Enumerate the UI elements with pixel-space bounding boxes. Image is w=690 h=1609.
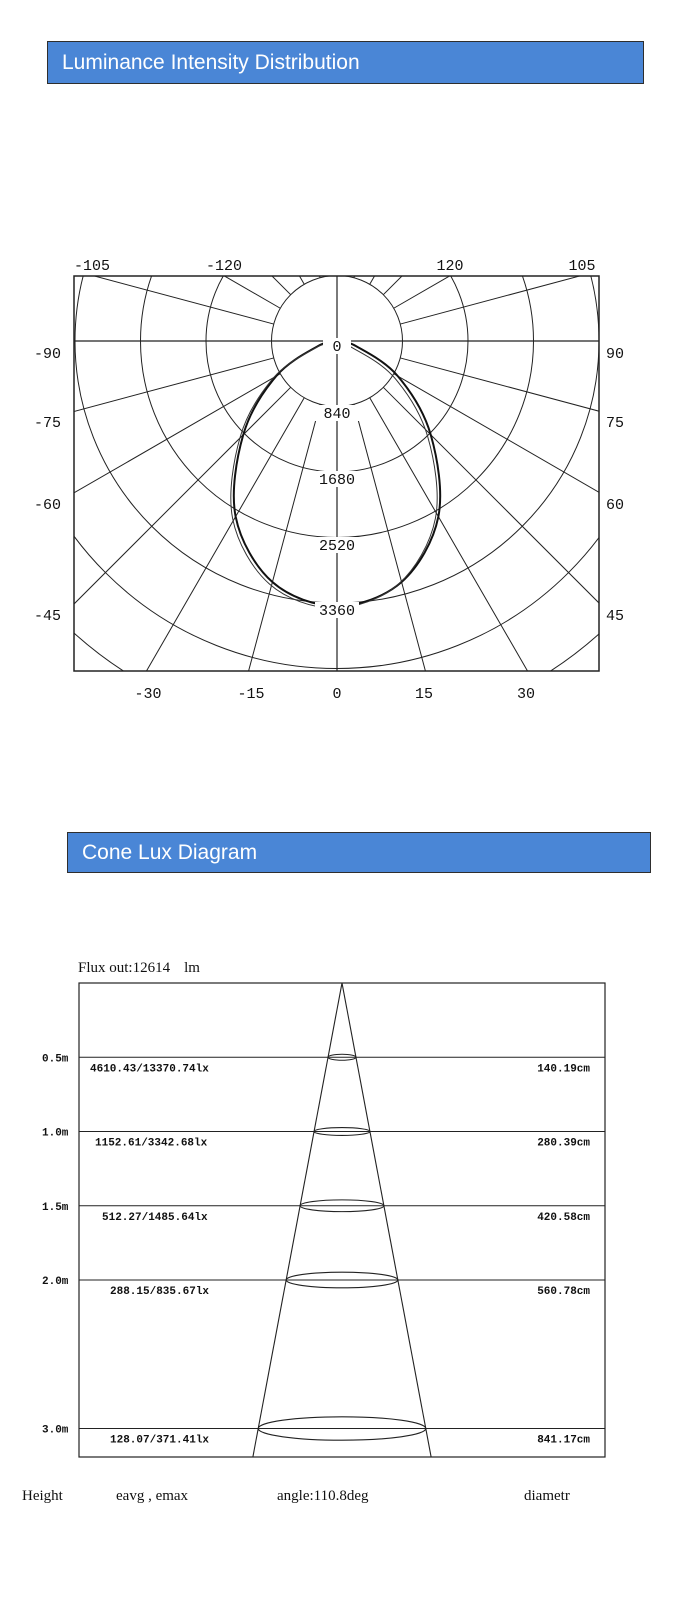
angle-label-top: 120 <box>436 258 464 275</box>
angle-label-bottom: -15 <box>237 686 265 703</box>
angle-label-right: 60 <box>606 497 625 514</box>
angle-label-right: 45 <box>606 608 625 625</box>
angle-label-left: -60 <box>34 497 62 514</box>
ring-value-label: 2520 <box>318 538 356 555</box>
polar-labels <box>34 258 624 703</box>
ring-value-label: 840 <box>323 406 351 423</box>
ring-value-label: 0 <box>332 339 342 356</box>
angle-label-bottom: 15 <box>414 686 434 703</box>
polar-spoke <box>400 108 690 324</box>
footer-angle-label: angle:110.8deg <box>277 1488 369 1504</box>
lux-label: 512.27/1485.64lx <box>102 1211 208 1224</box>
height-label: 0.5m <box>42 1053 69 1066</box>
polar-intensity-chart <box>0 250 690 730</box>
height-label: 1.5m <box>42 1201 69 1214</box>
footer-diameter-label: diametr <box>524 1488 570 1504</box>
footer-height-label: Height <box>22 1488 63 1504</box>
diameter-label: 560.78cm <box>537 1286 590 1298</box>
height-label: 3.0m <box>42 1424 69 1437</box>
angle-label-left: -90 <box>34 346 62 363</box>
angle-label-top: -120 <box>205 258 243 275</box>
cone-body <box>42 983 605 1457</box>
polar-spoke <box>383 387 690 977</box>
ring-value-label: 1680 <box>318 472 356 489</box>
angle-label-top: -105 <box>73 258 111 275</box>
angle-label-bottom: 30 <box>516 686 536 703</box>
polar-spoke <box>0 374 280 791</box>
section-title: Cone Lux Diagram <box>82 840 258 864</box>
diameter-label: 420.58cm <box>537 1211 590 1224</box>
height-label: 2.0m <box>42 1276 69 1288</box>
section-header-luminance <box>47 41 644 84</box>
diameter-label: 280.39cm <box>537 1137 590 1150</box>
flux-out-label: Flux out:12614 lm <box>78 960 200 976</box>
diameter-label: 841.17cm <box>537 1434 590 1447</box>
cone-lux-chart <box>0 960 690 1600</box>
angle-label-bottom: -30 <box>134 686 162 703</box>
angle-label-left: -45 <box>34 608 62 625</box>
ring-value-label: 3360 <box>318 603 356 620</box>
polar-spoke <box>0 387 291 977</box>
lux-label: 288.15/835.67lx <box>110 1286 210 1298</box>
lux-label: 1152.61/3342.68lx <box>95 1137 208 1150</box>
lux-label: 128.07/371.41lx <box>110 1434 210 1447</box>
footer-eavg-label: eavg , emax <box>116 1488 189 1504</box>
diameter-label: 140.19cm <box>537 1063 590 1076</box>
angle-label-right: 75 <box>606 415 625 432</box>
polar-spoke <box>0 108 274 324</box>
height-label: 1.0m <box>42 1127 69 1140</box>
angle-label-top: 105 <box>568 258 596 275</box>
angle-label-left: -75 <box>34 415 62 432</box>
lux-label: 4610.43/13370.74lx <box>90 1063 209 1076</box>
section-header-cone <box>67 832 651 873</box>
polar-spoke <box>400 358 690 574</box>
cone-right-edge <box>342 983 431 1457</box>
polar-ring <box>0 0 690 734</box>
section-title: Luminance Intensity Distribution <box>62 50 360 74</box>
angle-label-bottom: 0 <box>332 686 342 703</box>
cone-left-edge <box>253 983 342 1457</box>
angle-label-right: 90 <box>606 346 625 363</box>
